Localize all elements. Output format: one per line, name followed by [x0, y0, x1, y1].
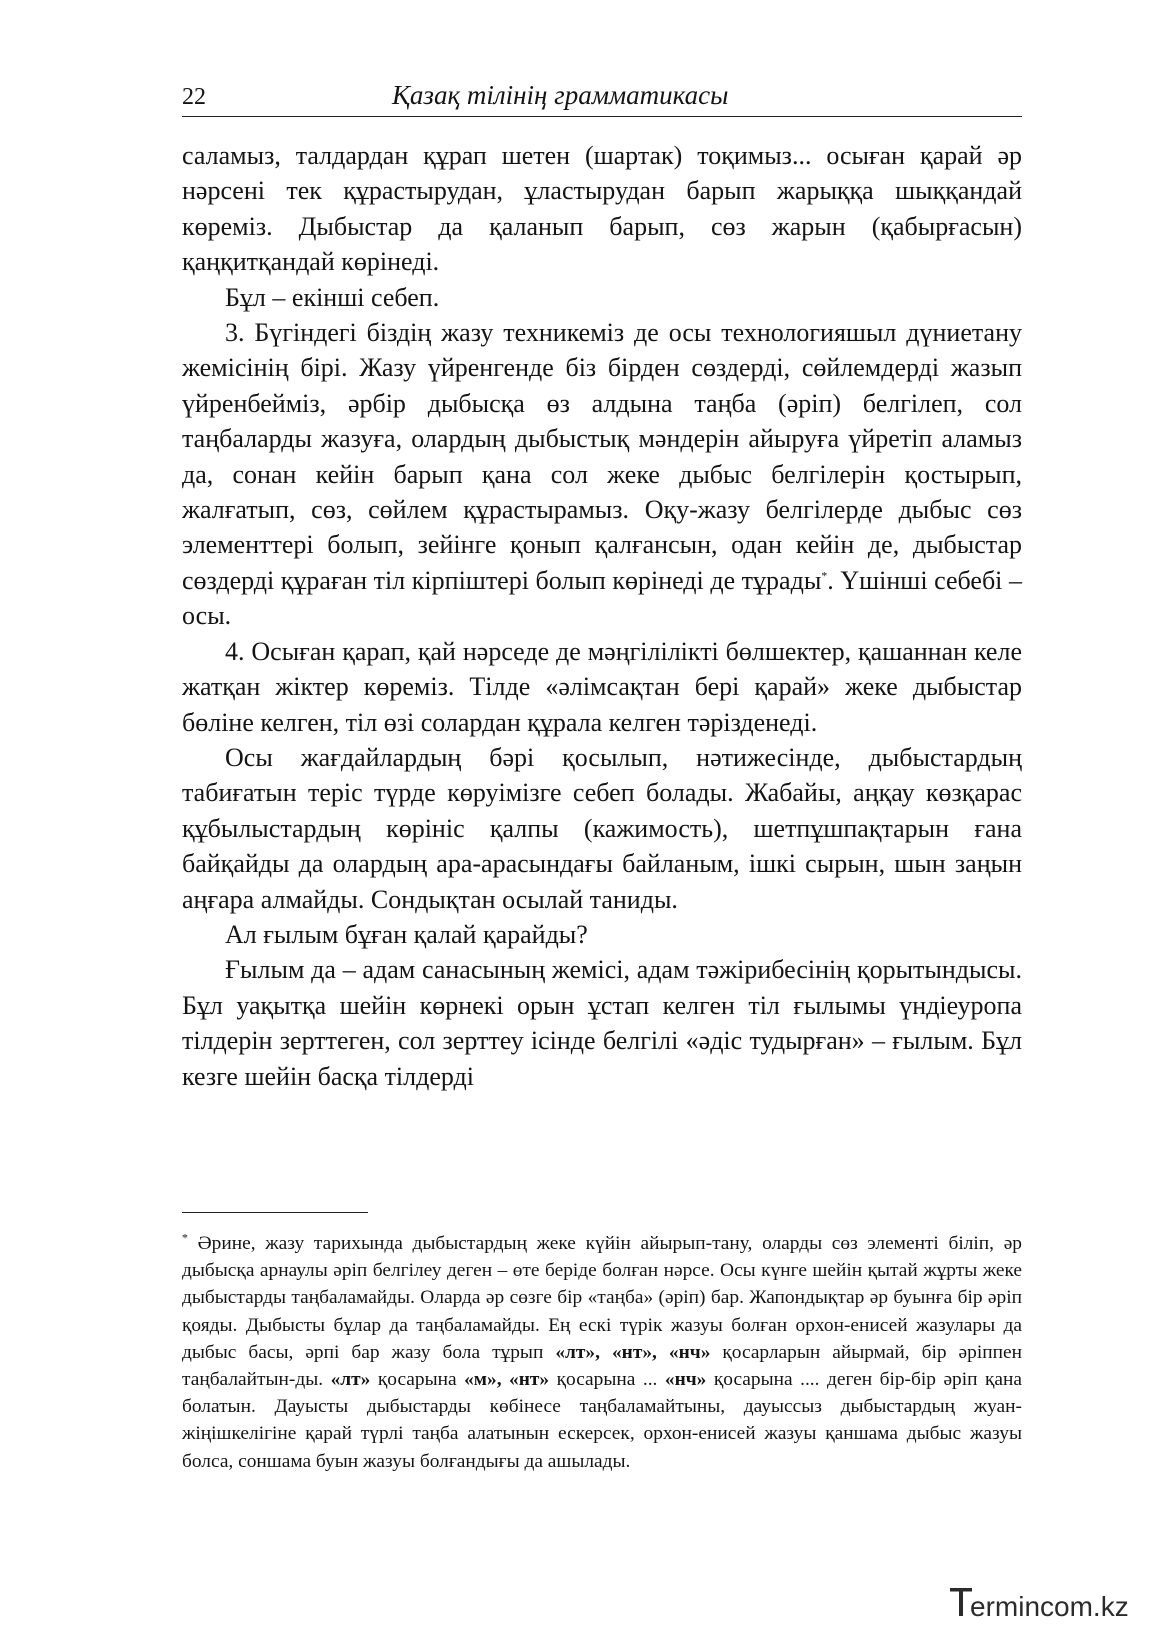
paragraph-3-end: . Үшінші себебі – осы.	[182, 565, 1022, 631]
paragraph-2: Бұл – екінші себеп.	[225, 282, 440, 312]
footnote-divider	[182, 1212, 368, 1213]
footnote-text-4: қосарына ...	[549, 1369, 665, 1391]
paragraph-4: 4. Осыған қарап, қай нәрседе де мәңгілілікті бөлшектер, қашаннан келе жатқан жіктер көреміз. Тілде «әлімсақтан бері қарай» жеке дыбыстар бөліне келген, тіл өзі солардан құрала келген тәрізденеді.	[182, 636, 1022, 737]
footnote-mark: *	[182, 1230, 188, 1245]
logo-t-stem	[959, 1588, 963, 1616]
termincom-logo	[948, 1580, 1144, 1624]
paragraph-6: Ал ғылым бұған қалай қарайды?	[225, 919, 588, 949]
footnote-bold-3: «м», «нт»	[464, 1369, 550, 1391]
footnote-text-1: Әрине, жазу тарихында дыбыстардың жеке күйін айырып-тану, оларды сөз элементі біліп, әр дыбысқа арнаулы әріп белгілеу деген – өте беріде болған нәрсе. Осы күнге шейін қытай жұрты жеке дыбыстарды таңбаламайды. Оларда әр сөзге бір «таңба» (әріп) бар. Жапондықтар әр буынға бір әріп қояды. Дыбысты бұлар да таңбаламайды. Ең ескі түрік жазуы болған орхон-енисей жазулары да дыбыс басы, әрпі бар жазу бола тұрып	[182, 1233, 1022, 1363]
footnote-bold-4: «нч»	[664, 1369, 707, 1391]
footnote-reference[interactable]: *	[821, 568, 828, 583]
paragraph-1: саламыз, талдардан құрап шетен (шартак) тоқимыз... осыған қарай әр нәрсені тек құрастырудан, ұластырудан барып жарыққа шыққандай көреміз. Дыбыстар да қаланып барып, сөз жарын (қабырғасын) қаңқитқандай көрінеді.	[182, 141, 1022, 277]
paragraph-3-text: 3. Бүгіндегі біздің жазу техникеміз де осы технологияшыл дүниетану жемісінің бірі. Жазу үйренгенде біз бірден сөздерді, сөйлемдерді жазып үйренбейміз, әрбір дыбысқа өз алдына таңба (әріп) белгілеп, сол таңбаларды жазуға, олардың дыбыстық мәндерін айыруға үйретіп аламыз да, сонан кейін барып қана сол жеке дыбыс белгілерін қостырып, жалғатып, сөз, сөйлем құрастырамыз. Оқу-жазу белгілерде дыбыс сөз элементтері болып, зейінге қонып қалғансын, одан кейін де, дыбыстар сөздерді құраған тіл кірпіштері болып көрінеді де тұрады	[182, 318, 1022, 595]
footnote-text-5: қосарына .... деген бір-бір әріп қана болатын. Дауысты дыбыстарды көбінесе таңбаламайтыны, дауыссыз дыбыстардың жуан-жіңішкелігіне қарай түрлі таңба алатынын ескерсек, орхон-енисей жазуы қаншама дыбыс жазуы болса, соншама буын жазуы болғандығы да ашылады.	[182, 1369, 1022, 1472]
logo-text: ermincom.kz	[970, 1591, 1129, 1622]
page-header	[182, 78, 1022, 117]
page-number: 22	[182, 84, 206, 110]
main-text	[182, 138, 1022, 1094]
paragraph-5: Осы жағдайлардың бәрі қосылып, нәтижесінде, дыбыстардың табиғатын теріс түрде көруімізге себеп болады. Жабайы, аңқау көзқарас құбылыстардың көрініс қалпы (кажимость), шетпұшпақтарын ғана байқайды да олардың ара-арасындағы байланым, ішкі сырын, шын заңын аңғара алмайды. Сондықтан осылай таниды.	[182, 742, 1022, 914]
footnote-bold-1: «лт», «нт», «нч»	[555, 1341, 711, 1363]
footnote-bold-2: «лт»	[330, 1369, 371, 1391]
footnote	[182, 1230, 1022, 1475]
footnote-text-3: қосарына	[370, 1369, 465, 1391]
paragraph-7: Ғылым да – адам санасының жемісі, адам тәжірибесінің қорытындысы. Бұл уақытқа шейін көрнекі орын ұстап келген тіл ғылымы үндіеуропа тілдерін зерттеген, сол зерттеу ісінде белгілі «әдіс тудырған» – ғылым. Бұл кезге шейін басқа тілдерді	[182, 955, 1022, 1091]
paragraph-3	[182, 315, 1022, 634]
running-title: Қазақ тілінің грамматикасы	[392, 80, 729, 110]
footnote-text-2: қосарларын айырмай, бір әріппен таңбалайтын-ды.	[182, 1341, 1022, 1391]
